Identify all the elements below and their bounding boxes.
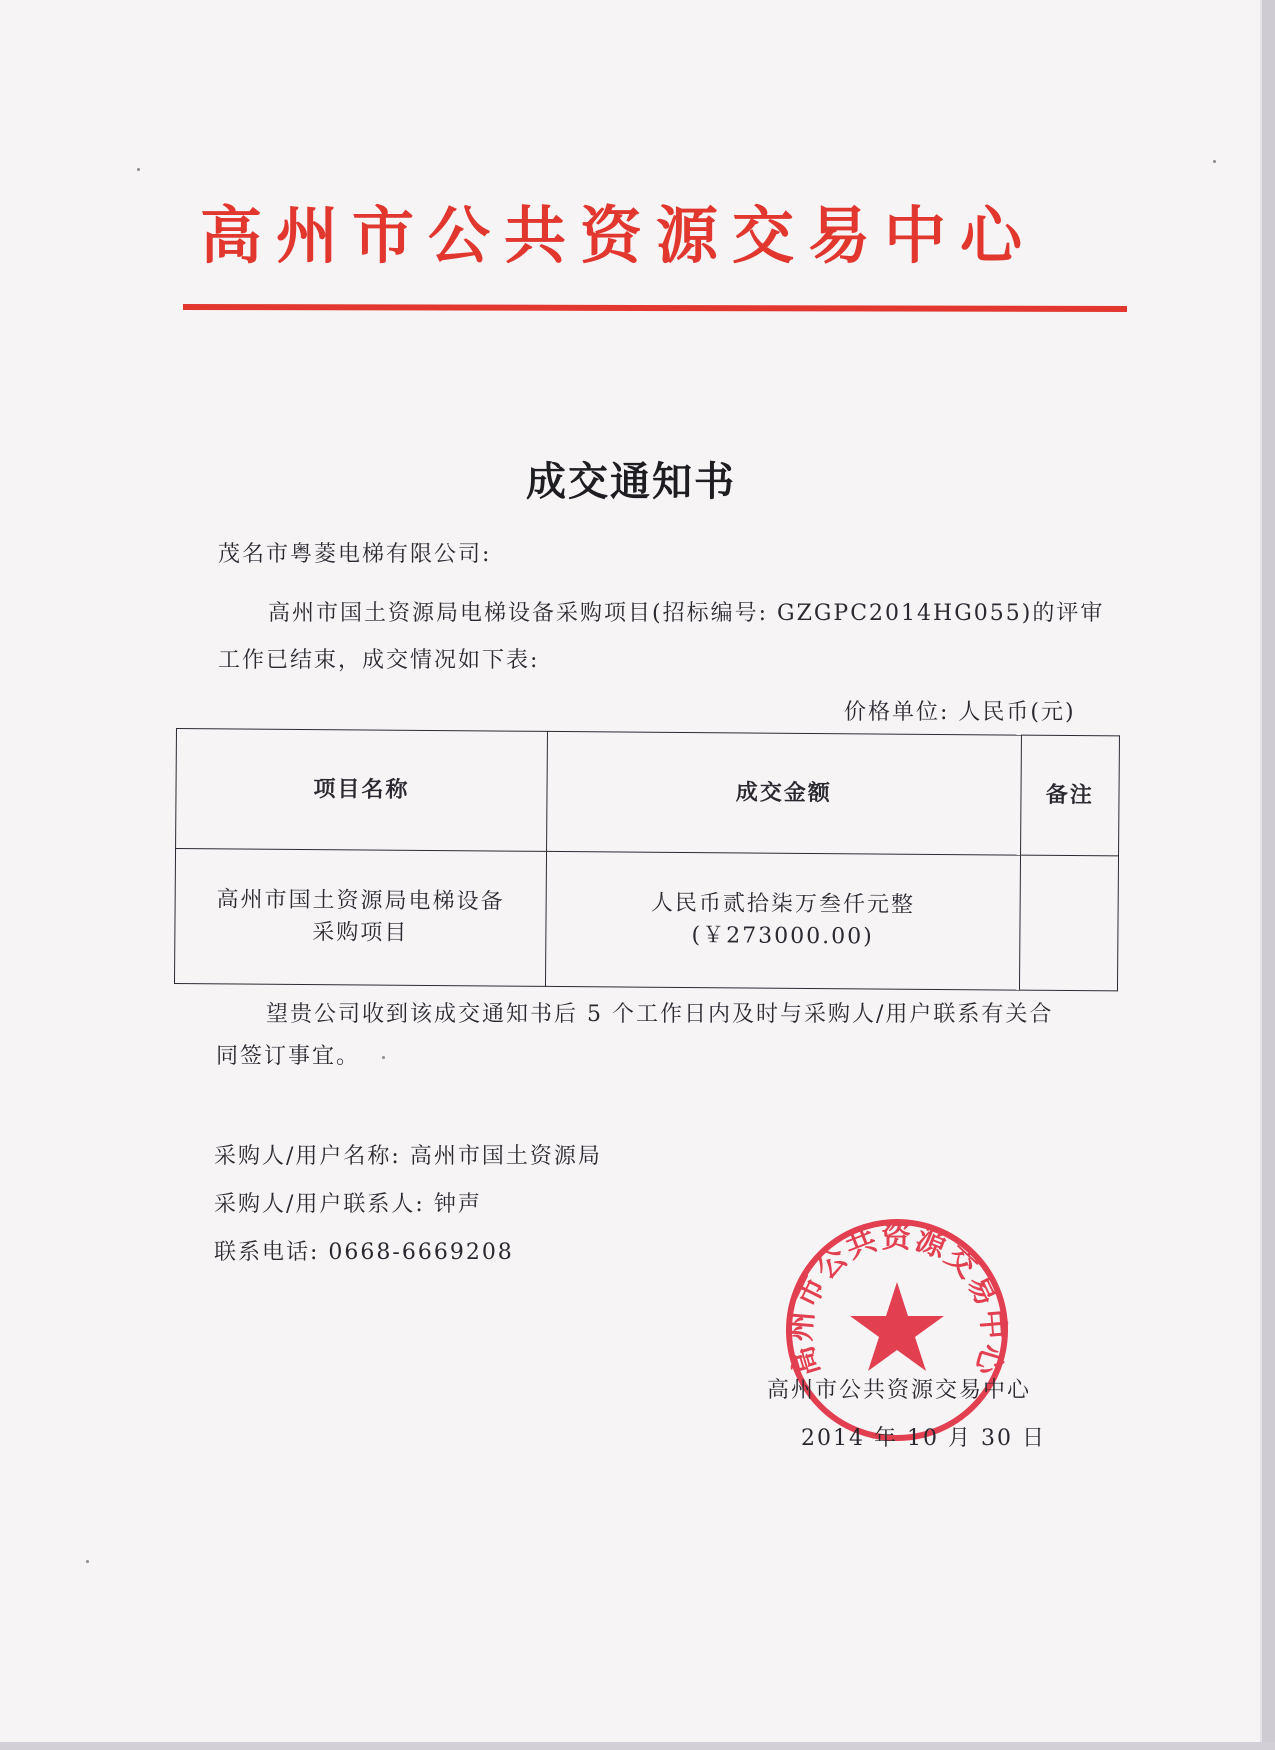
scan-edge-right — [1262, 0, 1275, 1750]
scan-edge-bottom — [0, 1742, 1275, 1750]
buyer-phone-line: 联系电话: 0668-6669208 — [214, 1240, 514, 1265]
cell-deal-amount — [545, 852, 1020, 990]
signing-date: 2014 年 10 月 30 日 — [801, 1426, 1046, 1451]
price-unit-note: 价格单位: 人民币(元) — [844, 700, 1076, 725]
project-name-line-1: 高州市国土资源局电梯设备 — [216, 887, 505, 915]
amount-in-figures: (￥273000.00) — [691, 923, 874, 950]
cell-remark — [1019, 856, 1118, 991]
table-header-row — [176, 729, 1120, 857]
table-row — [174, 849, 1118, 991]
header-project-name: 项目名称 — [176, 729, 548, 852]
header-deal-amount: 成交金额 — [546, 731, 1021, 855]
buyer-name-line: 采购人/用户名称: 高州市国土资源局 — [214, 1144, 602, 1169]
seal-star-icon — [850, 1282, 944, 1371]
amount-in-words: 人民币贰拾柒万叁仟元整 — [650, 891, 916, 919]
letterhead-title: 高州市公共资源交易中心 — [200, 199, 1037, 272]
document-title: 成交通知书 — [526, 458, 736, 505]
seal-text: 高州市公共资源交易中心 — [784, 1220, 1010, 1381]
scan-speck — [137, 168, 140, 171]
scan-speck — [86, 1560, 89, 1563]
buyer-contact-line: 采购人/用户联系人: 钟声 — [214, 1192, 482, 1217]
scan-speck — [1213, 160, 1216, 163]
deal-result-table — [174, 728, 1120, 991]
recipient-line: 茂名市粤菱电梯有限公司: — [218, 542, 492, 567]
signing-organization: 高州市公共资源交易中心 — [767, 1378, 1032, 1403]
body-paragraph-line-2: 工作已结束，成交情况如下表: — [218, 648, 540, 673]
closing-paragraph-line-2: 同签订事宜。 — [216, 1044, 361, 1069]
project-name-line-2: 采购项目 — [312, 920, 409, 947]
official-seal — [783, 1216, 1011, 1444]
body-paragraph-line-1: 高州市国土资源局电梯设备采购项目(招标编号: GZGPC2014HG055)的评审 — [268, 601, 1105, 626]
closing-paragraph-line-1: 望贵公司收到该成交通知书后 5 个工作日内及时与采购人/用户联系有关合 — [266, 1002, 1054, 1027]
cell-project-name — [174, 849, 546, 987]
scan-speck — [382, 1056, 385, 1059]
header-remark: 备注 — [1020, 735, 1119, 856]
